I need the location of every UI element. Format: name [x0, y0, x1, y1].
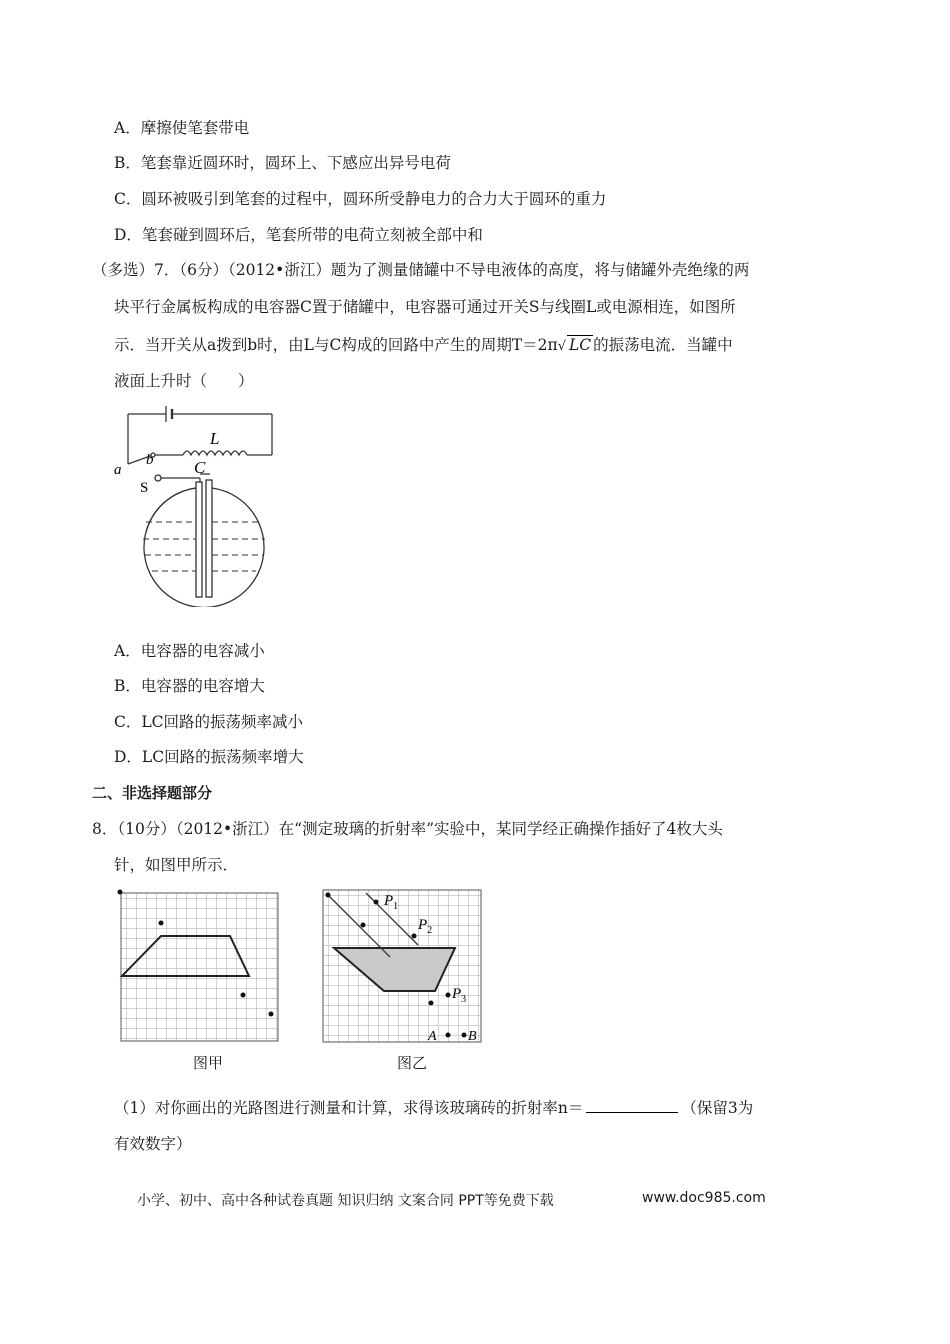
q7-stem-line3-pre: 示．当开关从a拨到b时，由L与C构成的回路中产生的周期T＝2π	[114, 336, 558, 354]
q7-stem-line4: 液面上升时（ ）	[114, 372, 254, 390]
figure-yi-caption: 图乙	[397, 1054, 428, 1072]
figure-yi-grid	[318, 885, 486, 1045]
figure-jia-caption: 图甲	[193, 1054, 224, 1072]
q6-option-a: A．摩擦使笔套带电	[114, 119, 250, 137]
lc-tank-circuit-figure	[110, 402, 285, 607]
q7-option-d: D．LC回路的振荡频率增大	[114, 748, 304, 766]
label-A: A	[428, 1029, 437, 1044]
q8-stem-line1: 8．（10分）（2012•浙江）在“测定玻璃的折射率”实验中，某同学经正确操作插好了4枚大头	[92, 820, 723, 838]
label-S: S	[140, 480, 149, 496]
footer-url[interactable]: www.doc985.com	[642, 1190, 766, 1206]
q8-sub1-pre: （1）对你画出的光路图进行测量和计算，求得该玻璃砖的折射率n＝	[114, 1099, 584, 1117]
q8-stem-line2: 针，如图甲所示．	[114, 856, 239, 874]
q7-stem-line3: 示．当开关从a拨到b时，由L与C构成的回路中产生的周期T＝2π√ LC 的振荡电流．当罐中	[114, 336, 733, 354]
section-title: 二、非选择题部分	[92, 784, 213, 802]
q7-stem-line3-post: 的振荡电流．当罐中	[593, 336, 733, 354]
q7-stem-line2: 块平行金属板构成的电容器C置于储罐中，电容器可通过开关S与线圈L或电源相连，如图所	[114, 298, 736, 316]
q7-stem-line1: （多选）7．（6分）（2012•浙江）题为了测量储罐中不导电液体的高度，将与储罐外壳绝缘的两	[92, 261, 750, 279]
figure-jia-grid	[116, 888, 282, 1044]
label-p2: $P_2$	[418, 917, 433, 936]
q7-option-a: A．电容器的电容减小	[114, 642, 265, 660]
sqrt-lc: LC	[569, 336, 592, 354]
q7-option-b: B．电容器的电容增大	[114, 677, 265, 695]
label-L: L	[210, 429, 220, 448]
label-p3: $P_3$	[452, 986, 467, 1005]
q8-sub1-post: （保留3为	[681, 1099, 754, 1117]
label-b: b	[146, 452, 154, 468]
footer-text: 小学、初中、高中各种试卷真题 知识归纳 文案合同 PPT等免费下载	[137, 1193, 554, 1209]
q6-option-d: D．笔套碰到圆环后，笔套所带的电荷立刻被全部中和	[114, 226, 483, 244]
answer-blank[interactable]	[586, 1096, 678, 1113]
q6-option-b: B．笔套靠近圆环时，圆环上、下感应出异号电荷	[114, 154, 451, 172]
q6-option-c: C．圆环被吸引到笔套的过程中，圆环所受静电力的合力大于圆环的重力	[114, 190, 607, 208]
label-B: B	[468, 1029, 477, 1044]
q8-sub1-line2: 有效数字）	[114, 1135, 192, 1153]
label-p1: $P_1$	[384, 893, 399, 912]
q7-option-c: C．LC回路的振荡频率减小	[114, 713, 304, 731]
q8-sub1-line1	[114, 1096, 753, 1119]
label-C: C	[194, 458, 206, 477]
label-a: a	[114, 462, 122, 478]
